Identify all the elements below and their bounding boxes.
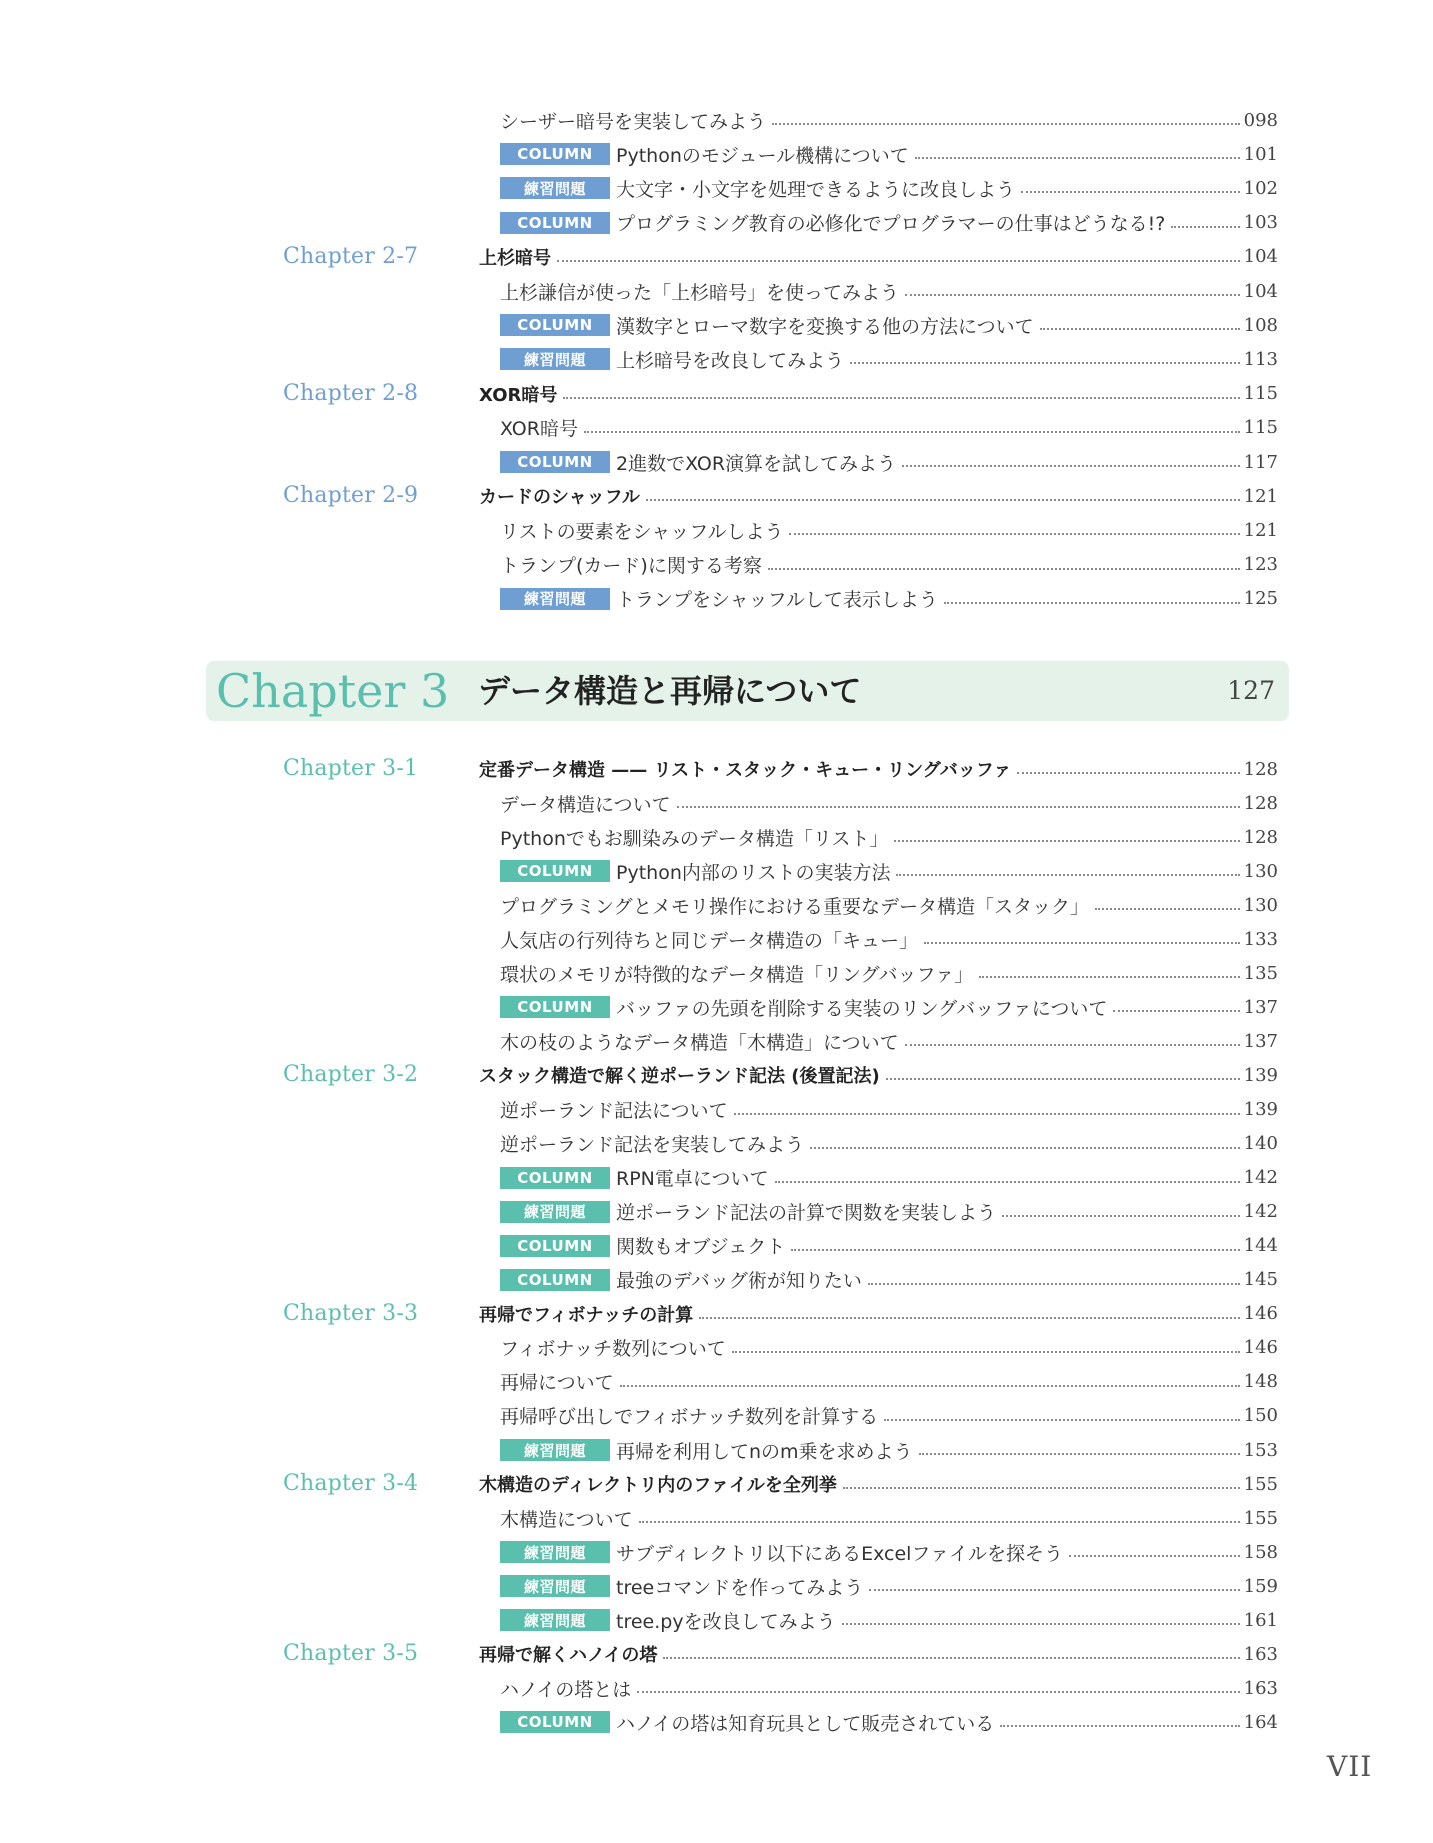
chapter-3-page-number: 127 xyxy=(1227,676,1275,705)
toc-entry-row[interactable] xyxy=(0,445,1433,479)
page-number: 103 xyxy=(1243,212,1278,234)
page-number: 159 xyxy=(1243,1575,1278,1597)
page-number: 104 xyxy=(1243,246,1278,268)
section-title: XOR暗号 xyxy=(479,384,558,406)
toc-section-row[interactable] xyxy=(0,1058,1433,1092)
toc-entry-row[interactable] xyxy=(0,1671,1433,1705)
dot-leader xyxy=(1040,328,1240,330)
chapter-3-title: データ構造と再帰について xyxy=(478,672,862,710)
toc-entry xyxy=(479,752,1278,786)
page-number: 128 xyxy=(1243,758,1278,780)
toc-entry-row[interactable] xyxy=(0,1365,1433,1399)
entry-title: データ構造について xyxy=(500,793,671,816)
toc-entry xyxy=(500,1024,1278,1058)
toc-entry-row[interactable] xyxy=(0,1093,1433,1127)
column-badge: COLUMN xyxy=(500,1235,610,1257)
entry-title: シーザー暗号を実装してみよう xyxy=(500,110,767,133)
dot-leader xyxy=(896,874,1239,876)
entry-title: プログラミングとメモリ操作における重要なデータ構造「スタック」 xyxy=(500,895,1090,918)
toc-section-row[interactable] xyxy=(0,752,1433,786)
section-title: 定番データ構造 —— リスト・スタック・キュー・リングバッファ xyxy=(479,760,1012,781)
toc-entry xyxy=(500,1705,1278,1739)
entry-title: フィボナッチ数列について xyxy=(500,1338,726,1361)
page-number: 142 xyxy=(1243,1201,1278,1223)
section-number: Chapter 3-1 xyxy=(283,756,419,781)
entry-title: 木構造について xyxy=(500,1508,633,1531)
dot-leader xyxy=(637,1691,1239,1693)
toc-entry xyxy=(500,1195,1278,1229)
page-number: 125 xyxy=(1243,588,1278,610)
dot-leader xyxy=(868,1283,1240,1285)
page-number: 101 xyxy=(1243,143,1278,165)
section-number: Chapter 2-7 xyxy=(283,243,419,269)
page-number: 140 xyxy=(1243,1133,1278,1155)
exercise-badge: 練習問題 xyxy=(500,1609,610,1631)
column-badge: COLUMN xyxy=(500,1711,610,1733)
exercise-badge: 練習問題 xyxy=(500,1201,610,1223)
page-number: 135 xyxy=(1243,962,1278,984)
toc-entry-row[interactable] xyxy=(0,1127,1433,1161)
dot-leader xyxy=(768,568,1240,570)
toc-entry-row[interactable] xyxy=(0,1161,1433,1195)
page-number: 142 xyxy=(1243,1167,1278,1189)
column-badge: COLUMN xyxy=(500,1167,610,1189)
toc-entry xyxy=(479,1297,1278,1331)
toc-entry-row[interactable] xyxy=(0,786,1433,820)
toc-entry-row[interactable] xyxy=(0,1705,1433,1739)
page-number: 150 xyxy=(1243,1405,1278,1427)
entry-title: トランプ(カード)に関する考察 xyxy=(500,555,762,578)
dot-leader xyxy=(775,1181,1240,1183)
page-number: 155 xyxy=(1243,1473,1278,1495)
toc-entry-row[interactable] xyxy=(0,1433,1433,1467)
page-number: 121 xyxy=(1243,485,1278,507)
toc-entry xyxy=(500,854,1278,888)
dot-leader xyxy=(924,942,1240,944)
toc-entry xyxy=(479,479,1278,513)
toc-entry-row[interactable] xyxy=(0,274,1433,308)
toc-entry xyxy=(500,1263,1278,1297)
page-number: 158 xyxy=(1243,1541,1278,1563)
toc-entry-row[interactable] xyxy=(0,513,1433,547)
entry-title: 大文字・小文字を処理できるように改良しよう xyxy=(616,178,1016,201)
toc-entry xyxy=(500,582,1278,616)
section-title: 木構造のディレクトリ内のファイルを全列挙 xyxy=(479,1475,837,1497)
dot-leader xyxy=(772,123,1240,125)
dot-leader xyxy=(584,431,1240,433)
entry-title: 関数もオブジェクト xyxy=(616,1236,786,1259)
dot-leader xyxy=(563,397,1239,399)
toc-entry xyxy=(500,274,1278,308)
entry-title: バッファの先頭を削除する実装のリングバッファについて xyxy=(616,997,1108,1020)
page-number: 148 xyxy=(1243,1371,1278,1393)
exercise-badge: 練習問題 xyxy=(500,177,610,199)
page-number: 130 xyxy=(1243,894,1278,916)
entry-title: 人気店の行列待ちと同じデータ構造の「キュー」 xyxy=(500,929,919,952)
toc-entry xyxy=(500,1093,1278,1127)
toc-entry xyxy=(500,820,1278,854)
entry-title: 再帰を利用してnのm乗を求めよう xyxy=(616,1440,913,1463)
toc-entry-row[interactable] xyxy=(0,990,1433,1024)
dot-leader xyxy=(1002,1215,1240,1217)
entry-title: 上杉謙信が使った「上杉暗号」を使ってみよう xyxy=(500,281,900,304)
toc-entry xyxy=(500,1127,1278,1161)
entry-title: treeコマンドを作ってみよう xyxy=(616,1576,864,1599)
toc-entry xyxy=(500,990,1278,1024)
toc-entry-row[interactable] xyxy=(0,342,1433,376)
toc-entry xyxy=(500,411,1278,445)
toc-section-row[interactable] xyxy=(0,1467,1433,1501)
dot-leader xyxy=(915,157,1240,159)
toc-section-row[interactable] xyxy=(0,479,1433,513)
toc-entry-row[interactable] xyxy=(0,1331,1433,1365)
toc-entry-row[interactable] xyxy=(0,1569,1433,1603)
toc-entry-row[interactable] xyxy=(0,1229,1433,1263)
section-title: 上杉暗号 xyxy=(479,247,551,269)
dot-leader xyxy=(1095,908,1240,910)
toc-entry xyxy=(500,786,1278,820)
page-number: 139 xyxy=(1243,1099,1278,1120)
dot-leader xyxy=(639,1521,1240,1523)
dot-leader xyxy=(663,1657,1239,1659)
toc-entry-row[interactable] xyxy=(0,922,1433,956)
toc-entry xyxy=(500,308,1278,342)
toc-entry-row[interactable] xyxy=(0,1399,1433,1433)
section-number: Chapter 2-8 xyxy=(283,380,419,406)
page-number: 108 xyxy=(1243,314,1278,336)
dot-leader xyxy=(843,1487,1240,1489)
page-number: 123 xyxy=(1243,554,1278,576)
dot-leader xyxy=(944,602,1240,604)
dot-leader xyxy=(886,1078,1240,1080)
entry-title: 再帰について xyxy=(500,1372,614,1395)
entry-title: 2進数でXOR演算を試してみよう xyxy=(616,452,897,475)
toc-entry xyxy=(500,1161,1278,1195)
dot-leader xyxy=(1017,772,1239,774)
page-number: 113 xyxy=(1243,348,1278,370)
entry-title: ハノイの塔は知育玩具として販売されている xyxy=(616,1712,995,1735)
page-number: 161 xyxy=(1243,1609,1278,1631)
page-folio: VII xyxy=(1327,1750,1373,1783)
dot-leader xyxy=(1113,1010,1239,1012)
section-number: Chapter 3-2 xyxy=(283,1062,419,1088)
dot-leader xyxy=(842,1623,1240,1625)
toc-entry xyxy=(500,1501,1278,1535)
toc-entry xyxy=(500,342,1278,376)
toc-entry-row[interactable] xyxy=(0,308,1433,342)
entry-title: tree.pyを改良してみよう xyxy=(616,1610,836,1633)
page-number: 128 xyxy=(1243,792,1278,814)
toc-entry xyxy=(479,240,1278,274)
page-number: 130 xyxy=(1243,860,1278,882)
toc-entry xyxy=(500,888,1278,922)
column-badge: COLUMN xyxy=(500,212,610,234)
section-number: Chapter 3-5 xyxy=(283,1641,419,1667)
toc-entry xyxy=(500,445,1278,479)
toc-entry xyxy=(500,1671,1278,1705)
exercise-badge: 練習問題 xyxy=(500,1575,610,1597)
toc-entry xyxy=(479,377,1278,411)
toc-entry xyxy=(500,171,1278,205)
entry-title: 木の枝のようなデータ構造「木構造」について xyxy=(500,1031,899,1054)
dot-leader xyxy=(1069,1555,1240,1557)
toc-entry xyxy=(500,1535,1278,1569)
page-number: 155 xyxy=(1243,1507,1278,1529)
toc-entry-row[interactable] xyxy=(0,1195,1433,1229)
toc-entry-row[interactable] xyxy=(0,1263,1433,1297)
toc-entry xyxy=(500,1433,1278,1467)
exercise-badge: 練習問題 xyxy=(500,1541,610,1563)
section-number: Chapter 3-4 xyxy=(283,1471,419,1497)
dot-leader xyxy=(905,294,1240,296)
toc-entry xyxy=(500,1331,1278,1365)
page-number: 102 xyxy=(1243,177,1278,199)
toc-entry xyxy=(500,1603,1278,1637)
toc-entry-row[interactable] xyxy=(0,582,1433,616)
page-number: 146 xyxy=(1243,1337,1278,1359)
toc-entry xyxy=(479,1467,1278,1501)
entry-title: 逆ポーランド記法を実装してみよう xyxy=(500,1134,805,1157)
section-title: スタック構造で解く逆ポーランド記法 (後置記法) xyxy=(479,1066,880,1088)
toc-section-row[interactable] xyxy=(0,377,1433,411)
dot-leader xyxy=(734,1113,1240,1115)
page-number: 163 xyxy=(1243,1643,1278,1665)
dot-leader xyxy=(902,465,1240,467)
page-number: 146 xyxy=(1243,1303,1278,1325)
toc-entry xyxy=(500,1399,1278,1433)
page-number: 137 xyxy=(1243,996,1278,1018)
chapter-3-banner[interactable] xyxy=(206,661,1289,721)
chapter-3-label: Chapter 3 xyxy=(216,664,450,718)
page-number: 153 xyxy=(1243,1439,1278,1461)
toc-entry xyxy=(479,1637,1278,1671)
page-number: 163 xyxy=(1243,1677,1278,1699)
column-badge: COLUMN xyxy=(500,314,610,336)
page-number: 164 xyxy=(1243,1711,1278,1733)
toc-entry xyxy=(500,206,1278,240)
dot-leader xyxy=(732,1351,1240,1353)
exercise-badge: 練習問題 xyxy=(500,588,610,610)
toc-entry xyxy=(500,1229,1278,1263)
toc-entry-row[interactable] xyxy=(0,888,1433,922)
toc-entry-row[interactable] xyxy=(0,1024,1433,1058)
dot-leader xyxy=(979,976,1240,978)
toc-entry xyxy=(500,956,1278,990)
entry-title: トランプをシャッフルして表示しよう xyxy=(616,589,938,612)
toc-entry xyxy=(500,922,1278,956)
entry-title: ハノイの塔とは xyxy=(500,1678,632,1701)
dot-leader xyxy=(699,1317,1239,1319)
section-number: Chapter 2-9 xyxy=(283,483,419,509)
entry-title: 漢数字とローマ数字を変換する他の方法について xyxy=(616,315,1034,338)
entry-title: XOR暗号 xyxy=(500,418,578,441)
section-title: 再帰で解くハノイの塔 xyxy=(479,1645,658,1667)
exercise-badge: 練習問題 xyxy=(500,348,610,370)
page-number: 115 xyxy=(1243,383,1278,405)
dot-leader xyxy=(905,1044,1240,1046)
entry-title: プログラミング教育の必修化でプログラマーの仕事はどうなる!? xyxy=(616,213,1166,236)
dot-leader xyxy=(646,499,1240,501)
column-badge: COLUMN xyxy=(500,1269,610,1291)
column-badge: COLUMN xyxy=(500,451,610,473)
page-number: 117 xyxy=(1243,451,1278,473)
dot-leader xyxy=(810,1147,1240,1149)
toc-entry-row[interactable] xyxy=(0,1501,1433,1535)
page-number: 144 xyxy=(1243,1235,1278,1257)
dot-leader xyxy=(1000,1725,1239,1727)
page-number: 145 xyxy=(1243,1269,1278,1291)
entry-title: 最強のデバッグ術が知りたい xyxy=(616,1270,862,1293)
entry-title: 上杉暗号を改良してみよう xyxy=(616,349,845,372)
toc-entry xyxy=(500,1365,1278,1399)
toc-entry xyxy=(500,548,1278,582)
page-number: 137 xyxy=(1243,1030,1278,1052)
page-number: 133 xyxy=(1243,928,1278,950)
dot-leader xyxy=(884,1419,1240,1421)
column-badge: COLUMN xyxy=(500,143,610,165)
toc-entry-row[interactable] xyxy=(0,854,1433,888)
entry-title: Python内部のリストの実装方法 xyxy=(616,861,891,884)
toc-entry xyxy=(500,137,1278,171)
toc-section-row[interactable] xyxy=(0,1637,1433,1671)
toc-entry-row[interactable] xyxy=(0,137,1433,171)
column-badge: COLUMN xyxy=(500,860,610,882)
dot-leader xyxy=(789,533,1239,535)
dot-leader xyxy=(850,362,1240,364)
dot-leader xyxy=(869,1589,1239,1591)
toc-entry xyxy=(500,103,1278,137)
entry-title: リストの要素をシャッフルしよう xyxy=(500,520,784,543)
toc-section-row[interactable] xyxy=(0,1297,1433,1331)
entry-title: 逆ポーランド記法について xyxy=(500,1100,728,1122)
page-number: 115 xyxy=(1243,417,1278,439)
page-number: 128 xyxy=(1243,826,1278,848)
section-title: カードのシャッフル xyxy=(479,487,640,509)
entry-title: Pythonでもお馴染みのデータ構造「リスト」 xyxy=(500,827,889,850)
toc-entry-row[interactable] xyxy=(0,103,1433,137)
dot-leader xyxy=(1171,226,1239,228)
entry-title: RPN電卓について xyxy=(616,1168,769,1191)
dot-leader xyxy=(677,806,1240,808)
toc-entry-row[interactable] xyxy=(0,411,1433,445)
page-number: 098 xyxy=(1243,109,1278,131)
entry-title: 再帰呼び出しでフィボナッチ数列を計算する xyxy=(500,1406,879,1429)
toc-entry-row[interactable] xyxy=(0,171,1433,205)
dot-leader xyxy=(1021,191,1240,193)
toc-entry xyxy=(500,1569,1278,1603)
entry-title: サブディレクトリ以下にあるExcelファイルを探そう xyxy=(616,1542,1064,1565)
toc-entry xyxy=(500,513,1278,547)
dot-leader xyxy=(620,1385,1240,1387)
toc-entry-row[interactable] xyxy=(0,548,1433,582)
page-number: 139 xyxy=(1243,1064,1278,1086)
entry-title: 逆ポーランド記法の計算で関数を実装しよう xyxy=(616,1202,997,1225)
column-badge: COLUMN xyxy=(500,996,610,1018)
toc-section-row[interactable] xyxy=(0,240,1433,274)
dot-leader xyxy=(557,260,1240,262)
page-number: 121 xyxy=(1243,519,1278,541)
entry-title: Pythonのモジュール機構について xyxy=(616,144,909,167)
dot-leader xyxy=(919,1453,1240,1455)
toc-entry-row[interactable] xyxy=(0,206,1433,240)
section-title: 再帰でフィボナッチの計算 xyxy=(479,1304,694,1326)
toc-entry xyxy=(479,1058,1278,1092)
toc-entry-row[interactable] xyxy=(0,1603,1433,1637)
toc-entry-row[interactable] xyxy=(0,956,1433,990)
toc-entry-row[interactable] xyxy=(0,1535,1433,1569)
exercise-badge: 練習問題 xyxy=(500,1439,610,1461)
section-number: Chapter 3-3 xyxy=(283,1300,419,1326)
page-number: 104 xyxy=(1243,280,1278,302)
dot-leader xyxy=(791,1249,1239,1251)
entry-title: 環状のメモリが特徴的なデータ構造「リングバッファ」 xyxy=(500,963,974,986)
toc-entry-row[interactable] xyxy=(0,820,1433,854)
dot-leader xyxy=(894,840,1239,842)
